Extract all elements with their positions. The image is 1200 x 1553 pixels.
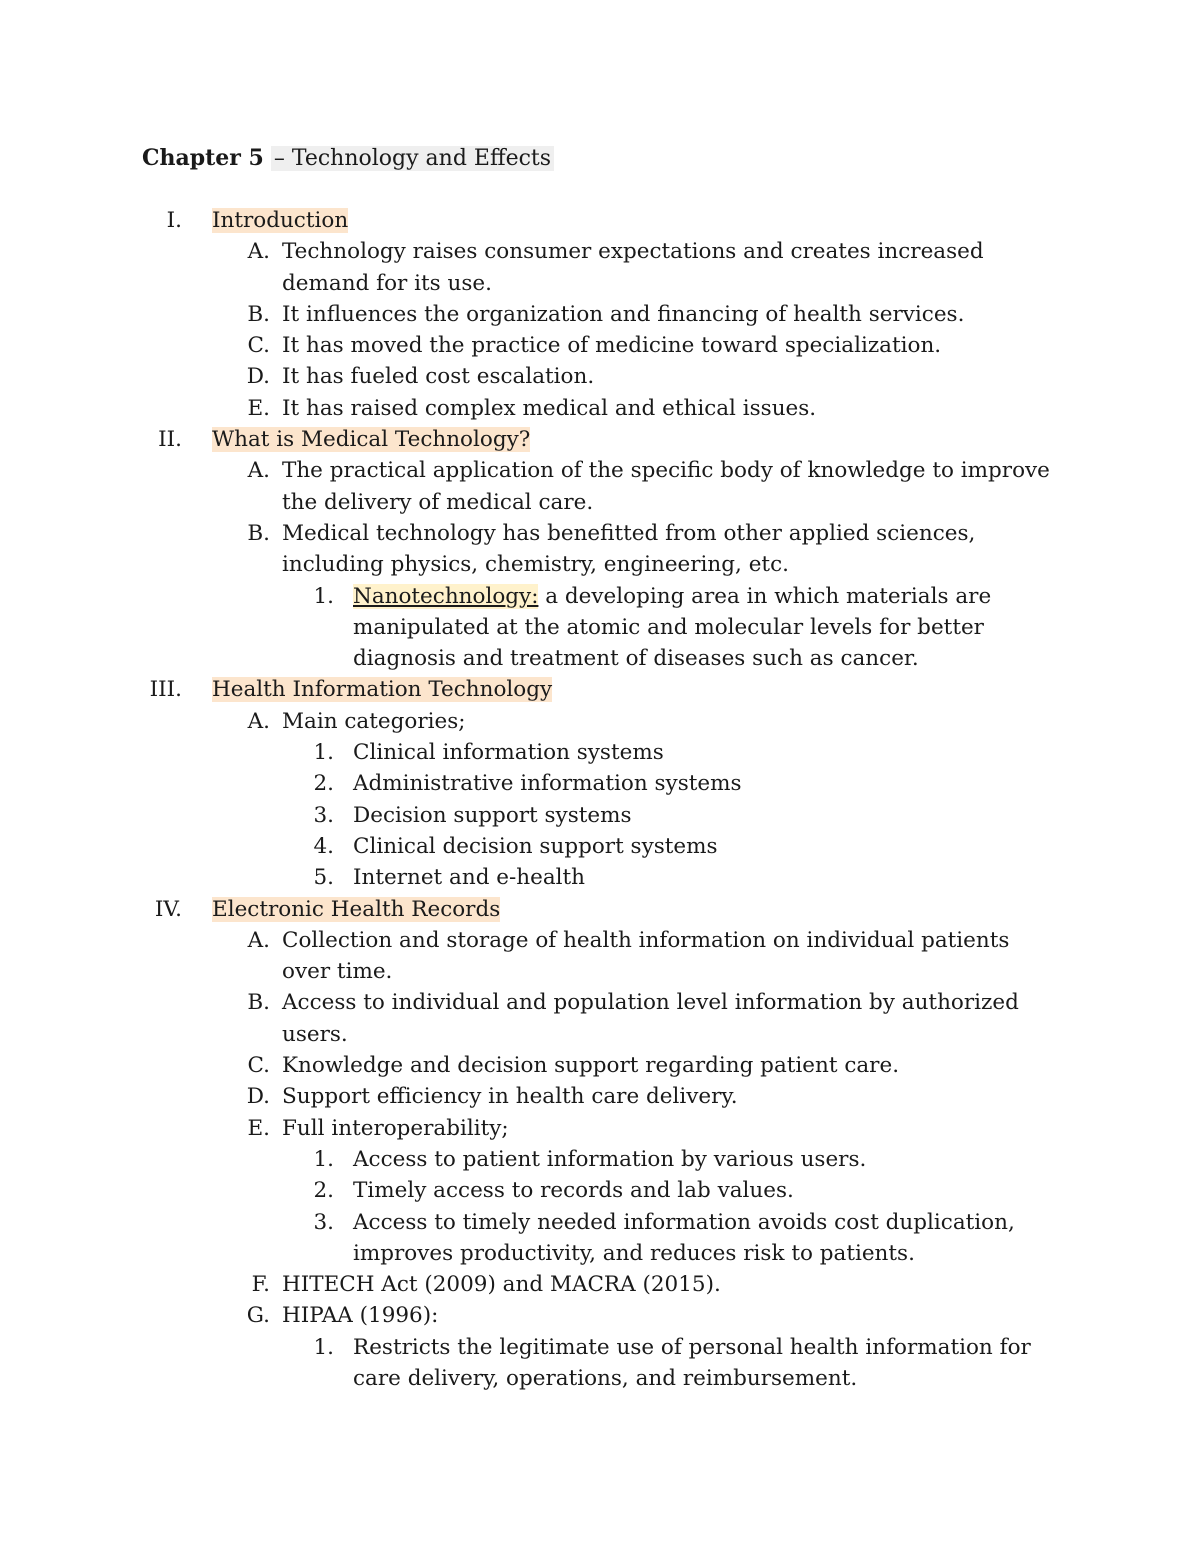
outline-subitem — [0, 581, 1200, 675]
outline-item — [0, 393, 1200, 424]
outline-item — [0, 330, 1200, 361]
subitem-text — [353, 800, 1060, 831]
subitem-label: 3. — [313, 802, 334, 828]
outline-subitem — [0, 1175, 1200, 1206]
subitem-text — [353, 1175, 1060, 1206]
outline-item — [0, 1300, 1200, 1331]
subitem-label: 5. — [313, 865, 334, 891]
outline-item — [0, 1113, 1200, 1144]
subitem-label: 1. — [313, 1146, 334, 1172]
item-label: A. — [247, 927, 270, 953]
item-label: A. — [247, 458, 270, 484]
section-heading-text: Introduction — [212, 208, 349, 233]
item-label: B. — [247, 301, 270, 327]
section-heading-text: Electronic Health Records — [212, 896, 501, 922]
outline-subitem — [0, 800, 1200, 831]
subitem-label: 1. — [313, 740, 334, 766]
outline-item — [0, 455, 1200, 518]
item-text: Knowledge and decision support regarding patient care. — [282, 1053, 900, 1079]
subitem-text — [353, 737, 1060, 768]
title-chapter: Chapter 5 — [142, 145, 264, 171]
subitem-label: 4. — [313, 833, 334, 859]
item-label: D. — [246, 364, 270, 390]
subitem-body: Timely access to records and lab values. — [353, 1178, 794, 1204]
item-text: Technology raises consumer expectations and creates increased demand for its use. — [282, 239, 984, 296]
item-label: E. — [247, 1115, 270, 1141]
section-heading-text: Health Information Technology — [212, 677, 553, 703]
section-numeral: IV. — [154, 896, 182, 922]
item-text: The practical application of the specific body of knowledge to improve the delivery of medical care. — [282, 458, 1050, 515]
subitem-label: 2. — [313, 1178, 334, 1204]
subitem-text — [353, 1207, 1060, 1270]
subitem-body: Administrative information systems — [353, 771, 742, 797]
section-heading-row — [0, 205, 1200, 236]
outline-item — [0, 236, 1200, 299]
item-label: D. — [246, 1084, 270, 1110]
section-heading-row — [0, 424, 1200, 455]
outline-list — [0, 205, 1200, 1394]
item-label: E. — [247, 395, 270, 421]
section-heading-row — [0, 674, 1200, 705]
item-text: It influences the organization and financing of health services. — [282, 301, 965, 327]
section-heading-row — [0, 894, 1200, 925]
outline-item — [0, 1081, 1200, 1112]
subitem-body: Decision support systems — [353, 802, 632, 828]
subitem-body: Access to timely needed information avoids cost duplication, improves productivity, and reduces risk to patients. — [353, 1209, 1015, 1266]
item-text: It has fueled cost escalation. — [282, 364, 595, 390]
outline-item — [0, 1050, 1200, 1081]
outline-subitem — [0, 768, 1200, 799]
item-label: A. — [247, 239, 270, 265]
item-text: It has moved the practice of medicine toward specialization. — [282, 333, 942, 359]
subitem-label: 1. — [313, 583, 334, 609]
item-text: Medical technology has benefitted from other applied sciences, including physics, chemistry, engineering, etc. — [282, 520, 976, 578]
subitem-label: 3. — [313, 1209, 334, 1235]
outline-item — [0, 925, 1200, 988]
item-label: B. — [247, 520, 270, 546]
subitem-body: Restricts the legitimate use of personal health information for care delivery, operations, and reimbursement. — [353, 1334, 1031, 1391]
subitem-term: Nanotechnology: — [353, 583, 539, 609]
subitem-text — [353, 1144, 1060, 1175]
subitem-body: Clinical decision support systems — [353, 833, 718, 859]
section-numeral: I. — [166, 208, 182, 233]
section-heading — [212, 674, 1200, 705]
subitem-text — [353, 768, 1060, 799]
item-text: Full interoperability; — [282, 1115, 509, 1141]
subitem-label: 1. — [313, 1334, 334, 1360]
outline-item — [0, 1269, 1200, 1300]
subitem-label: 2. — [313, 771, 334, 797]
item-label: C. — [247, 333, 270, 359]
item-label: F. — [251, 1272, 270, 1298]
section-heading — [212, 894, 1200, 925]
item-text: Support efficiency in health care delivery. — [282, 1084, 738, 1110]
outline-item — [0, 706, 1200, 737]
item-label: B. — [247, 990, 270, 1016]
outline-item — [0, 299, 1200, 330]
outline-subitem — [0, 1207, 1200, 1270]
item-text: HIPAA (1996): — [282, 1303, 439, 1329]
outline-item — [0, 987, 1200, 1050]
outline-item — [0, 361, 1200, 392]
outline-subitem — [0, 831, 1200, 862]
item-label: A. — [247, 708, 270, 734]
subitem-text — [353, 1332, 1060, 1395]
section-heading — [212, 205, 1200, 236]
item-text: It has raised complex medical and ethical issues. — [282, 395, 817, 421]
subitem-body: Clinical information systems — [353, 740, 664, 766]
subitem-body: a developing area in which materials are manipulated at the atomic and molecular levels for better diagnosis and treatment of diseases such as cancer. — [353, 583, 992, 672]
item-text: Collection and storage of health information on individual patients over time. — [282, 927, 1010, 985]
subitem-body: Access to patient information by various users. — [353, 1146, 867, 1172]
item-label: C. — [247, 1053, 270, 1079]
section-numeral: II. — [158, 427, 182, 453]
section-heading — [212, 424, 1200, 455]
item-text: Main categories; — [282, 708, 466, 734]
outline-subitem — [0, 1332, 1200, 1395]
outline-subitem — [0, 1144, 1200, 1175]
subitem-body: Internet and e-health — [353, 865, 586, 891]
title-subject: – Technology and Effects — [271, 146, 554, 171]
subitem-text — [353, 831, 1060, 862]
outline-subitem — [0, 737, 1200, 768]
outline-item — [0, 518, 1200, 581]
item-label: G. — [246, 1303, 270, 1329]
outline-subitem — [0, 862, 1200, 893]
document-title — [142, 142, 554, 175]
section-heading-text: What is Medical Technology? — [212, 427, 531, 453]
subitem-text — [353, 862, 1060, 893]
item-text: Access to individual and population level information by authorized users. — [282, 990, 1019, 1047]
subitem-text — [353, 581, 1060, 675]
item-text: HITECH Act (2009) and MACRA (2015). — [282, 1272, 721, 1298]
section-numeral: III. — [149, 677, 182, 703]
